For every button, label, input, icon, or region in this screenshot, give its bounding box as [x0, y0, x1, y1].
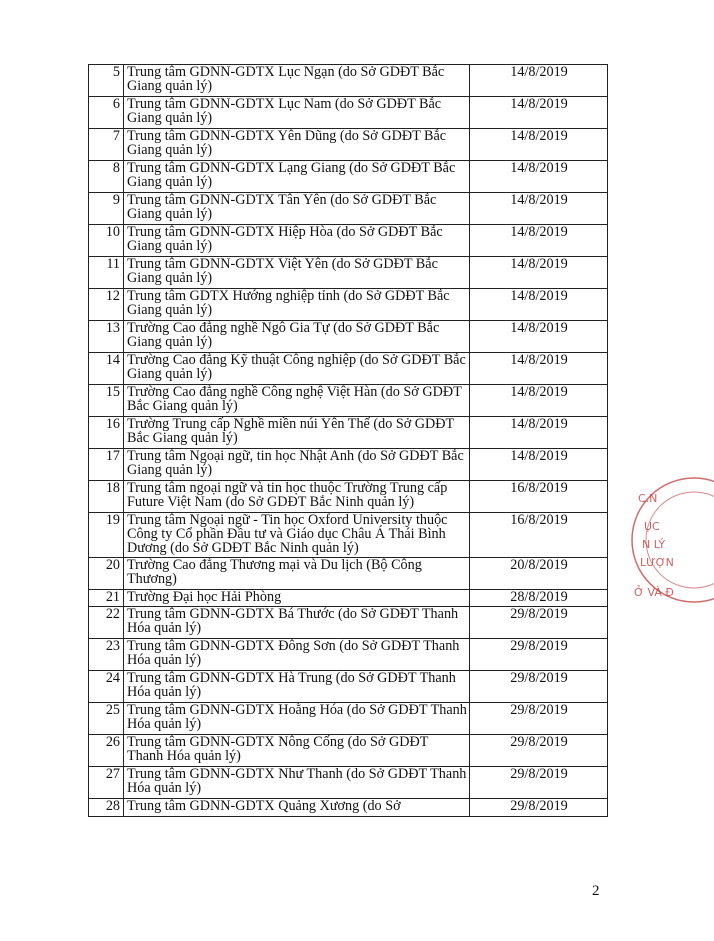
unit-name: Trung tâm Ngoại ngữ, tin học Nhật Anh (do Sở GDĐT Bắc Giang quản lý): [124, 449, 470, 481]
table-body: [89, 65, 608, 817]
page-number: 2: [592, 883, 600, 899]
stamp-text: ỤC: [644, 520, 660, 533]
issue-date: 14/8/2019: [470, 353, 608, 385]
table-row: [89, 289, 608, 321]
row-number: 7: [89, 129, 124, 161]
unit-name: Trung tâm GDNN-GDTX Lục Nam (do Sở GDĐT Bắc Giang quản lý): [124, 97, 470, 129]
row-number: 17: [89, 449, 124, 481]
table-row: [89, 193, 608, 225]
row-number: 22: [89, 607, 124, 639]
row-number: 13: [89, 321, 124, 353]
unit-name: Trung tâm GDNN-GDTX Lạng Giang (do Sở GDĐT Bắc Giang quản lý): [124, 161, 470, 193]
table-row: [89, 703, 608, 735]
issue-date: 29/8/2019: [470, 735, 608, 767]
row-number: 11: [89, 257, 124, 289]
issue-date: 14/8/2019: [470, 65, 608, 97]
issue-date: 29/8/2019: [470, 799, 608, 817]
row-number: 14: [89, 353, 124, 385]
table-row: [89, 225, 608, 257]
unit-name: Trung tâm GDTX Hướng nghiệp tỉnh (do Sở GDĐT Bắc Giang quản lý): [124, 289, 470, 321]
row-number: 21: [89, 590, 124, 607]
issue-date: 14/8/2019: [470, 225, 608, 257]
row-number: 9: [89, 193, 124, 225]
table-row: [89, 767, 608, 799]
issue-date: 29/8/2019: [470, 767, 608, 799]
issue-date: 20/8/2019: [470, 558, 608, 590]
unit-name: Trung tâm GDNN-GDTX Nông Cống (do Sở GDĐT Thanh Hóa quản lý): [124, 735, 470, 767]
document-table: [88, 64, 608, 817]
issue-date: 29/8/2019: [470, 607, 608, 639]
unit-name: Trung tâm GDNN-GDTX Hiệp Hòa (do Sở GDĐT Bắc Giang quản lý): [124, 225, 470, 257]
issue-date: 14/8/2019: [470, 257, 608, 289]
unit-name: Trung tâm GDNN-GDTX Hà Trung (do Sở GDĐT Thanh Hóa quản lý): [124, 671, 470, 703]
unit-name: Trung tâm GDNN-GDTX Quảng Xương (do Sở: [124, 799, 470, 817]
table-row: [89, 513, 608, 558]
table-row: [89, 129, 608, 161]
unit-name: Trung tâm GDNN-GDTX Đông Sơn (do Sở GDĐT Thanh Hóa quản lý): [124, 639, 470, 671]
table-row: [89, 65, 608, 97]
table-row: [89, 353, 608, 385]
row-number: 20: [89, 558, 124, 590]
issue-date: 28/8/2019: [470, 590, 608, 607]
issue-date: 14/8/2019: [470, 193, 608, 225]
unit-name: Trung tâm GDNN-GDTX Hoằng Hóa (do Sở GDĐT Thanh Hóa quản lý): [124, 703, 470, 735]
stamp-text: N LÝ: [642, 538, 666, 551]
stamp-text: C.N: [638, 492, 658, 505]
unit-name: Trung tâm ngoại ngữ và tin học thuộc Trường Trung cấp Future Việt Nam (do Sở GDĐT Bắc Ninh quản lý): [124, 481, 470, 513]
row-number: 26: [89, 735, 124, 767]
unit-name: Trung tâm GDNN-GDTX Việt Yên (do Sở GDĐT Bắc Giang quản lý): [124, 257, 470, 289]
unit-name: Trung tâm GDNN-GDTX Lục Ngạn (do Sở GDĐT Bắc Giang quản lý): [124, 65, 470, 97]
stamp-text: Ở VÀ Đ: [634, 586, 674, 599]
table-row: [89, 321, 608, 353]
issue-date: 29/8/2019: [470, 639, 608, 671]
table-row: [89, 417, 608, 449]
table-row: [89, 257, 608, 289]
row-number: 19: [89, 513, 124, 558]
official-stamp: [624, 470, 714, 620]
issue-date: 14/8/2019: [470, 321, 608, 353]
row-number: 25: [89, 703, 124, 735]
row-number: 12: [89, 289, 124, 321]
table-row: [89, 161, 608, 193]
stamp-text: LƯỢN: [640, 556, 674, 569]
unit-name: Trung tâm GDNN-GDTX Tân Yên (do Sở GDĐT Bắc Giang quản lý): [124, 193, 470, 225]
issue-date: 14/8/2019: [470, 129, 608, 161]
unit-name: Trung tâm Ngoại ngữ - Tin học Oxford University thuộc Công ty Cổ phần Đầu tư và Giáo dục Châu Á Thái Bình Dương (do Sở GDĐT Bắc Ninh quản lý): [124, 513, 470, 558]
table-row: [89, 671, 608, 703]
unit-name: Trường Cao đẳng nghề Công nghệ Việt Hàn (do Sở GDĐT Bắc Giang quản lý): [124, 385, 470, 417]
table-row: [89, 481, 608, 513]
table-row: [89, 799, 608, 817]
unit-name: Trung tâm GDNN-GDTX Như Thanh (do Sở GDĐT Thanh Hóa quản lý): [124, 767, 470, 799]
row-number: 6: [89, 97, 124, 129]
table-row: [89, 558, 608, 590]
row-number: 15: [89, 385, 124, 417]
row-number: 23: [89, 639, 124, 671]
table-row: [89, 385, 608, 417]
issue-date: 14/8/2019: [470, 449, 608, 481]
table-row: [89, 735, 608, 767]
row-number: 27: [89, 767, 124, 799]
table-row: [89, 590, 608, 607]
unit-name: Trung tâm GDNN-GDTX Yên Dũng (do Sở GDĐT Bắc Giang quản lý): [124, 129, 470, 161]
table-row: [89, 607, 608, 639]
row-number: 5: [89, 65, 124, 97]
issue-date: 29/8/2019: [470, 671, 608, 703]
issue-date: 14/8/2019: [470, 289, 608, 321]
issue-date: 14/8/2019: [470, 385, 608, 417]
table-row: [89, 639, 608, 671]
unit-name: Trường Cao đẳng Thương mại và Du lịch (Bộ Công Thương): [124, 558, 470, 590]
issue-date: 29/8/2019: [470, 703, 608, 735]
unit-name: Trường Cao đẳng Kỹ thuật Công nghiệp (do Sở GDĐT Bắc Giang quản lý): [124, 353, 470, 385]
row-number: 8: [89, 161, 124, 193]
issue-date: 14/8/2019: [470, 97, 608, 129]
row-number: 28: [89, 799, 124, 817]
issue-date: 16/8/2019: [470, 481, 608, 513]
row-number: 16: [89, 417, 124, 449]
issue-date: 14/8/2019: [470, 161, 608, 193]
unit-name: Trung tâm GDNN-GDTX Bá Thước (do Sở GDĐT Thanh Hóa quản lý): [124, 607, 470, 639]
issue-date: 16/8/2019: [470, 513, 608, 558]
table-row: [89, 97, 608, 129]
row-number: 10: [89, 225, 124, 257]
row-number: 18: [89, 481, 124, 513]
row-number: 24: [89, 671, 124, 703]
issue-date: 14/8/2019: [470, 417, 608, 449]
table-row: [89, 449, 608, 481]
unit-name: Trường Trung cấp Nghề miền núi Yên Thế (do Sở GDĐT Bắc Giang quản lý): [124, 417, 470, 449]
unit-name: Trường Cao đẳng nghề Ngô Gia Tự (do Sở GDĐT Bắc Giang quản lý): [124, 321, 470, 353]
unit-name: Trường Đại học Hải Phòng: [124, 590, 470, 607]
